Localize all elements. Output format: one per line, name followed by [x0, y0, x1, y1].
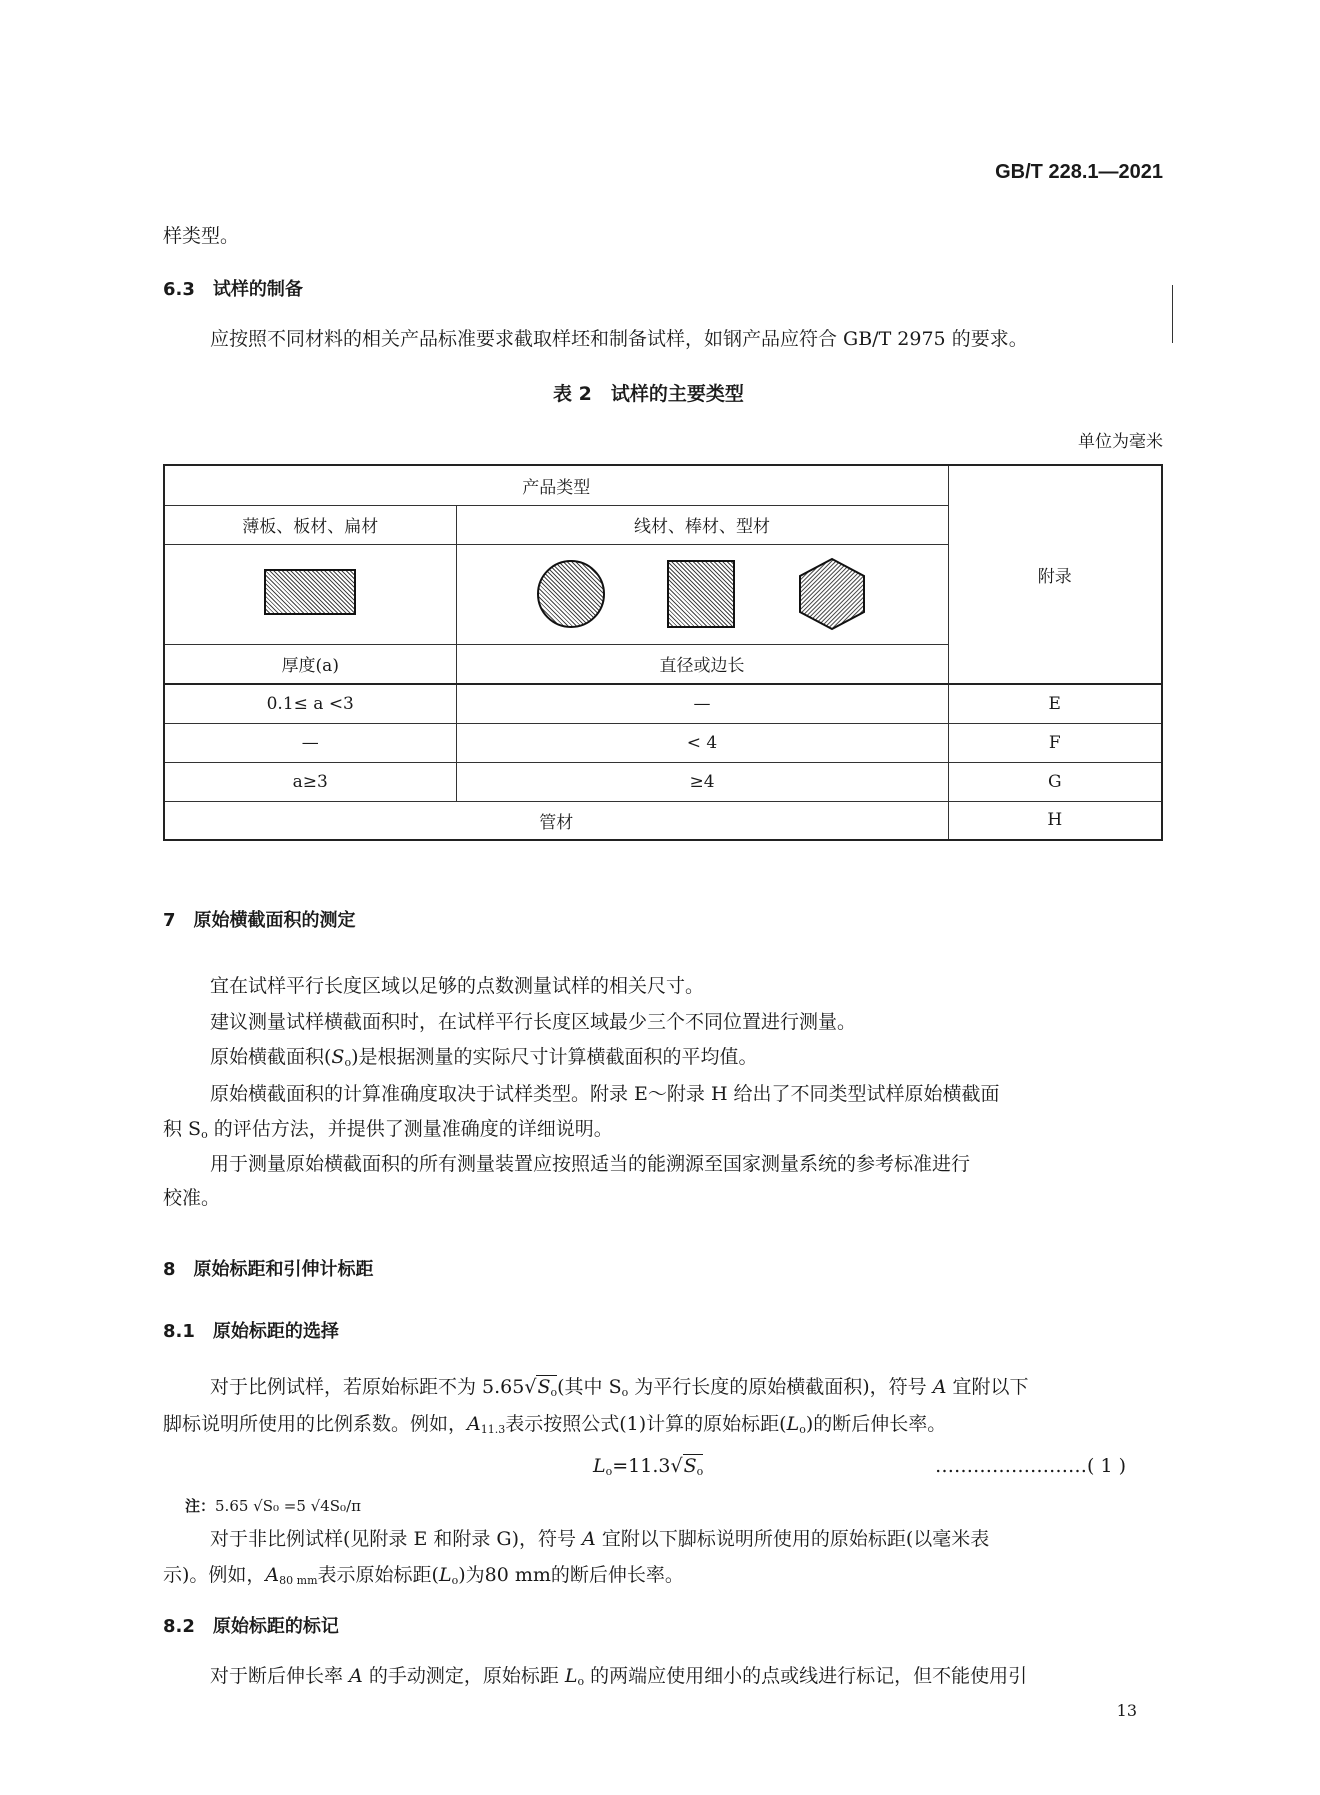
section-title: 试样的制备: [212, 279, 303, 300]
text: =11.3: [612, 1455, 671, 1477]
equation-number: ( 1 ): [1087, 1455, 1126, 1477]
text: )是根据测量的实际尺寸计算横截面积的平均值。: [351, 1046, 758, 1068]
section-title: 原始标距和引伸计标距: [193, 1259, 374, 1280]
note: [185, 1494, 361, 1518]
leader-dots: ……………………: [935, 1455, 1087, 1477]
subscript: o: [577, 1675, 585, 1688]
paragraph: 应按照不同材料的相关产品标准要求截取样坯和制备试样，如钢产品应符合 GB/T 2975 的要求。: [210, 328, 1028, 350]
symbol: L: [786, 1413, 800, 1435]
symbol: A: [932, 1376, 947, 1398]
diameter-cell: —: [456, 684, 948, 723]
symbol: A: [467, 1413, 481, 1435]
note-text: 5.65 √S₀ =5 √4S₀/π: [215, 1497, 361, 1515]
note-label: 注：: [185, 1497, 216, 1515]
symbol: S: [331, 1046, 345, 1068]
tube-cell: 管材: [164, 801, 948, 840]
continued-text: 样类型。: [163, 225, 240, 247]
text: 的手动测定，原始标距: [362, 1665, 565, 1687]
text: 示)。例如，: [163, 1564, 266, 1586]
subscript: o: [344, 1056, 352, 1069]
symbol: S: [683, 1455, 697, 1477]
text: 宜附以下: [946, 1376, 1029, 1398]
section-number: 8.2: [163, 1616, 195, 1637]
annex-cell: H: [948, 801, 1162, 840]
text: 为平行长度的原始横截面积)，符号: [628, 1376, 933, 1398]
paragraph-cont: [163, 1412, 946, 1442]
text: )为80 mm的断后伸长率。: [458, 1564, 684, 1586]
change-bar: [1172, 285, 1173, 343]
symbol: L: [564, 1665, 578, 1687]
symbol: A: [349, 1665, 363, 1687]
table-row: [164, 723, 1162, 762]
annex-cell: G: [948, 762, 1162, 801]
paragraph-cont: [163, 1117, 613, 1147]
subscript: 80 mm: [279, 1574, 318, 1587]
text: 的两端应使用细小的点或线进行标记，但不能使用引: [584, 1665, 1028, 1687]
formula-number: [935, 1454, 1126, 1478]
section-8-1-heading: [163, 1317, 339, 1343]
paragraph: [210, 1664, 1027, 1694]
subscript: 11.3: [480, 1423, 506, 1436]
section-8-heading: [163, 1255, 374, 1281]
symbol: L: [438, 1564, 452, 1586]
annex-cell: E: [948, 684, 1162, 723]
symbol: S: [537, 1376, 551, 1398]
symbol: A: [582, 1528, 596, 1550]
section-number: 7: [163, 910, 176, 931]
paragraph: [210, 1045, 758, 1075]
header-product-type: 产品类型: [164, 465, 948, 505]
symbol: L: [593, 1455, 606, 1477]
header-thickness: 厚度(a): [164, 644, 456, 684]
header-diameter: 直径或边长: [456, 644, 948, 684]
thickness-cell: —: [164, 723, 456, 762]
text: 对于比例试样，若原始标距不为 5.65: [210, 1376, 525, 1398]
text: 脚标说明所使用的比例系数。例如，: [163, 1413, 468, 1435]
symbol: A: [265, 1564, 280, 1586]
section-title: 原始横截面积的测定: [193, 910, 356, 931]
table-caption: 表 2 试样的主要类型: [553, 383, 744, 405]
header-sheet: 薄板、板材、扁材: [164, 505, 456, 544]
page-number: 13: [1116, 1701, 1137, 1720]
table-row: [164, 684, 1162, 723]
header-wire: 线材、棒材、型材: [456, 505, 948, 544]
text: (其中 S: [557, 1376, 622, 1398]
section-6-3-heading: [163, 275, 303, 301]
annex-cell: F: [948, 723, 1162, 762]
thickness-cell: a≥3: [164, 762, 456, 801]
paragraph: [210, 1527, 989, 1551]
wire-shapes-cell: [456, 544, 948, 644]
text: 对于非比例试样(见附录 E 和附录 G)，符号: [210, 1528, 583, 1550]
formula-1: $L_o=11.3√S_o$: [593, 1455, 704, 1478]
section-number: 8: [163, 1259, 176, 1280]
sheet-shape-cell: [164, 544, 456, 644]
diameter-cell: < 4: [456, 723, 948, 762]
table-unit: 单位为毫米: [1078, 432, 1163, 452]
subscript: o: [201, 1128, 208, 1141]
subscript: o: [799, 1423, 806, 1436]
hatched-square-icon: [667, 560, 735, 628]
section-7-heading: [163, 906, 356, 932]
text: 表示按照公式(1)计算的原始标距(: [505, 1413, 787, 1435]
thickness-cell: 0.1≤ a <3: [164, 684, 456, 723]
text: 的评估方法，并提供了测量准确度的详细说明。: [207, 1118, 613, 1140]
paragraph: 对于比例试样，若原始标距不为 $5.65√S_o$(其中 $S_o$ 为平行长度的原始横截面积)，符号 A 宜附以下: [210, 1376, 1029, 1399]
subscript: o: [550, 1386, 558, 1399]
paragraph: 宜在试样平行长度区域以足够的点数测量试样的相关尺寸。: [210, 975, 705, 997]
table-row: [164, 762, 1162, 801]
paragraph-cont: [163, 1563, 684, 1593]
section-8-2-heading: [163, 1612, 339, 1638]
text: 原始横截面积(: [210, 1046, 332, 1068]
subscript: o: [451, 1574, 459, 1587]
text: 宜附以下脚标说明所使用的原始标距(以毫米表: [595, 1528, 990, 1550]
section-number: 6.3: [163, 279, 195, 300]
hatched-rectangle-icon: [264, 569, 356, 615]
hatched-circle-icon: [537, 560, 605, 628]
text: 表示原始标距(: [317, 1564, 439, 1586]
text: 对于断后伸长率: [210, 1665, 350, 1687]
section-title: 原始标距的标记: [212, 1616, 339, 1637]
section-title: 原始标距的选择: [212, 1321, 339, 1342]
subscript: o: [605, 1465, 613, 1478]
standard-number: GB/T 228.1—2021: [995, 161, 1163, 183]
paragraph: 原始横截面积的计算准确度取决于试样类型。附录 E～附录 H 给出了不同类型试样原始横截面: [210, 1083, 1000, 1105]
header-annex: 附录: [948, 465, 1162, 684]
text: 积 S: [163, 1118, 202, 1140]
section-number: 8.1: [163, 1321, 195, 1342]
text: )的断后伸长率。: [805, 1413, 947, 1435]
table-row: [164, 801, 1162, 840]
subscript: o: [621, 1386, 629, 1399]
paragraph: 用于测量原始横截面积的所有测量装置应按照适当的能溯源至国家测量系统的参考标准进行: [210, 1153, 971, 1175]
subscript: o: [696, 1465, 704, 1478]
specimen-types-table: [163, 464, 1163, 841]
paragraph-cont: 校准。: [163, 1187, 221, 1209]
paragraph: 建议测量试样横截面积时，在试样平行长度区域最少三个不同位置进行测量。: [210, 1011, 857, 1033]
hatched-hexagon-icon: [797, 557, 867, 631]
diameter-cell: ≥4: [456, 762, 948, 801]
